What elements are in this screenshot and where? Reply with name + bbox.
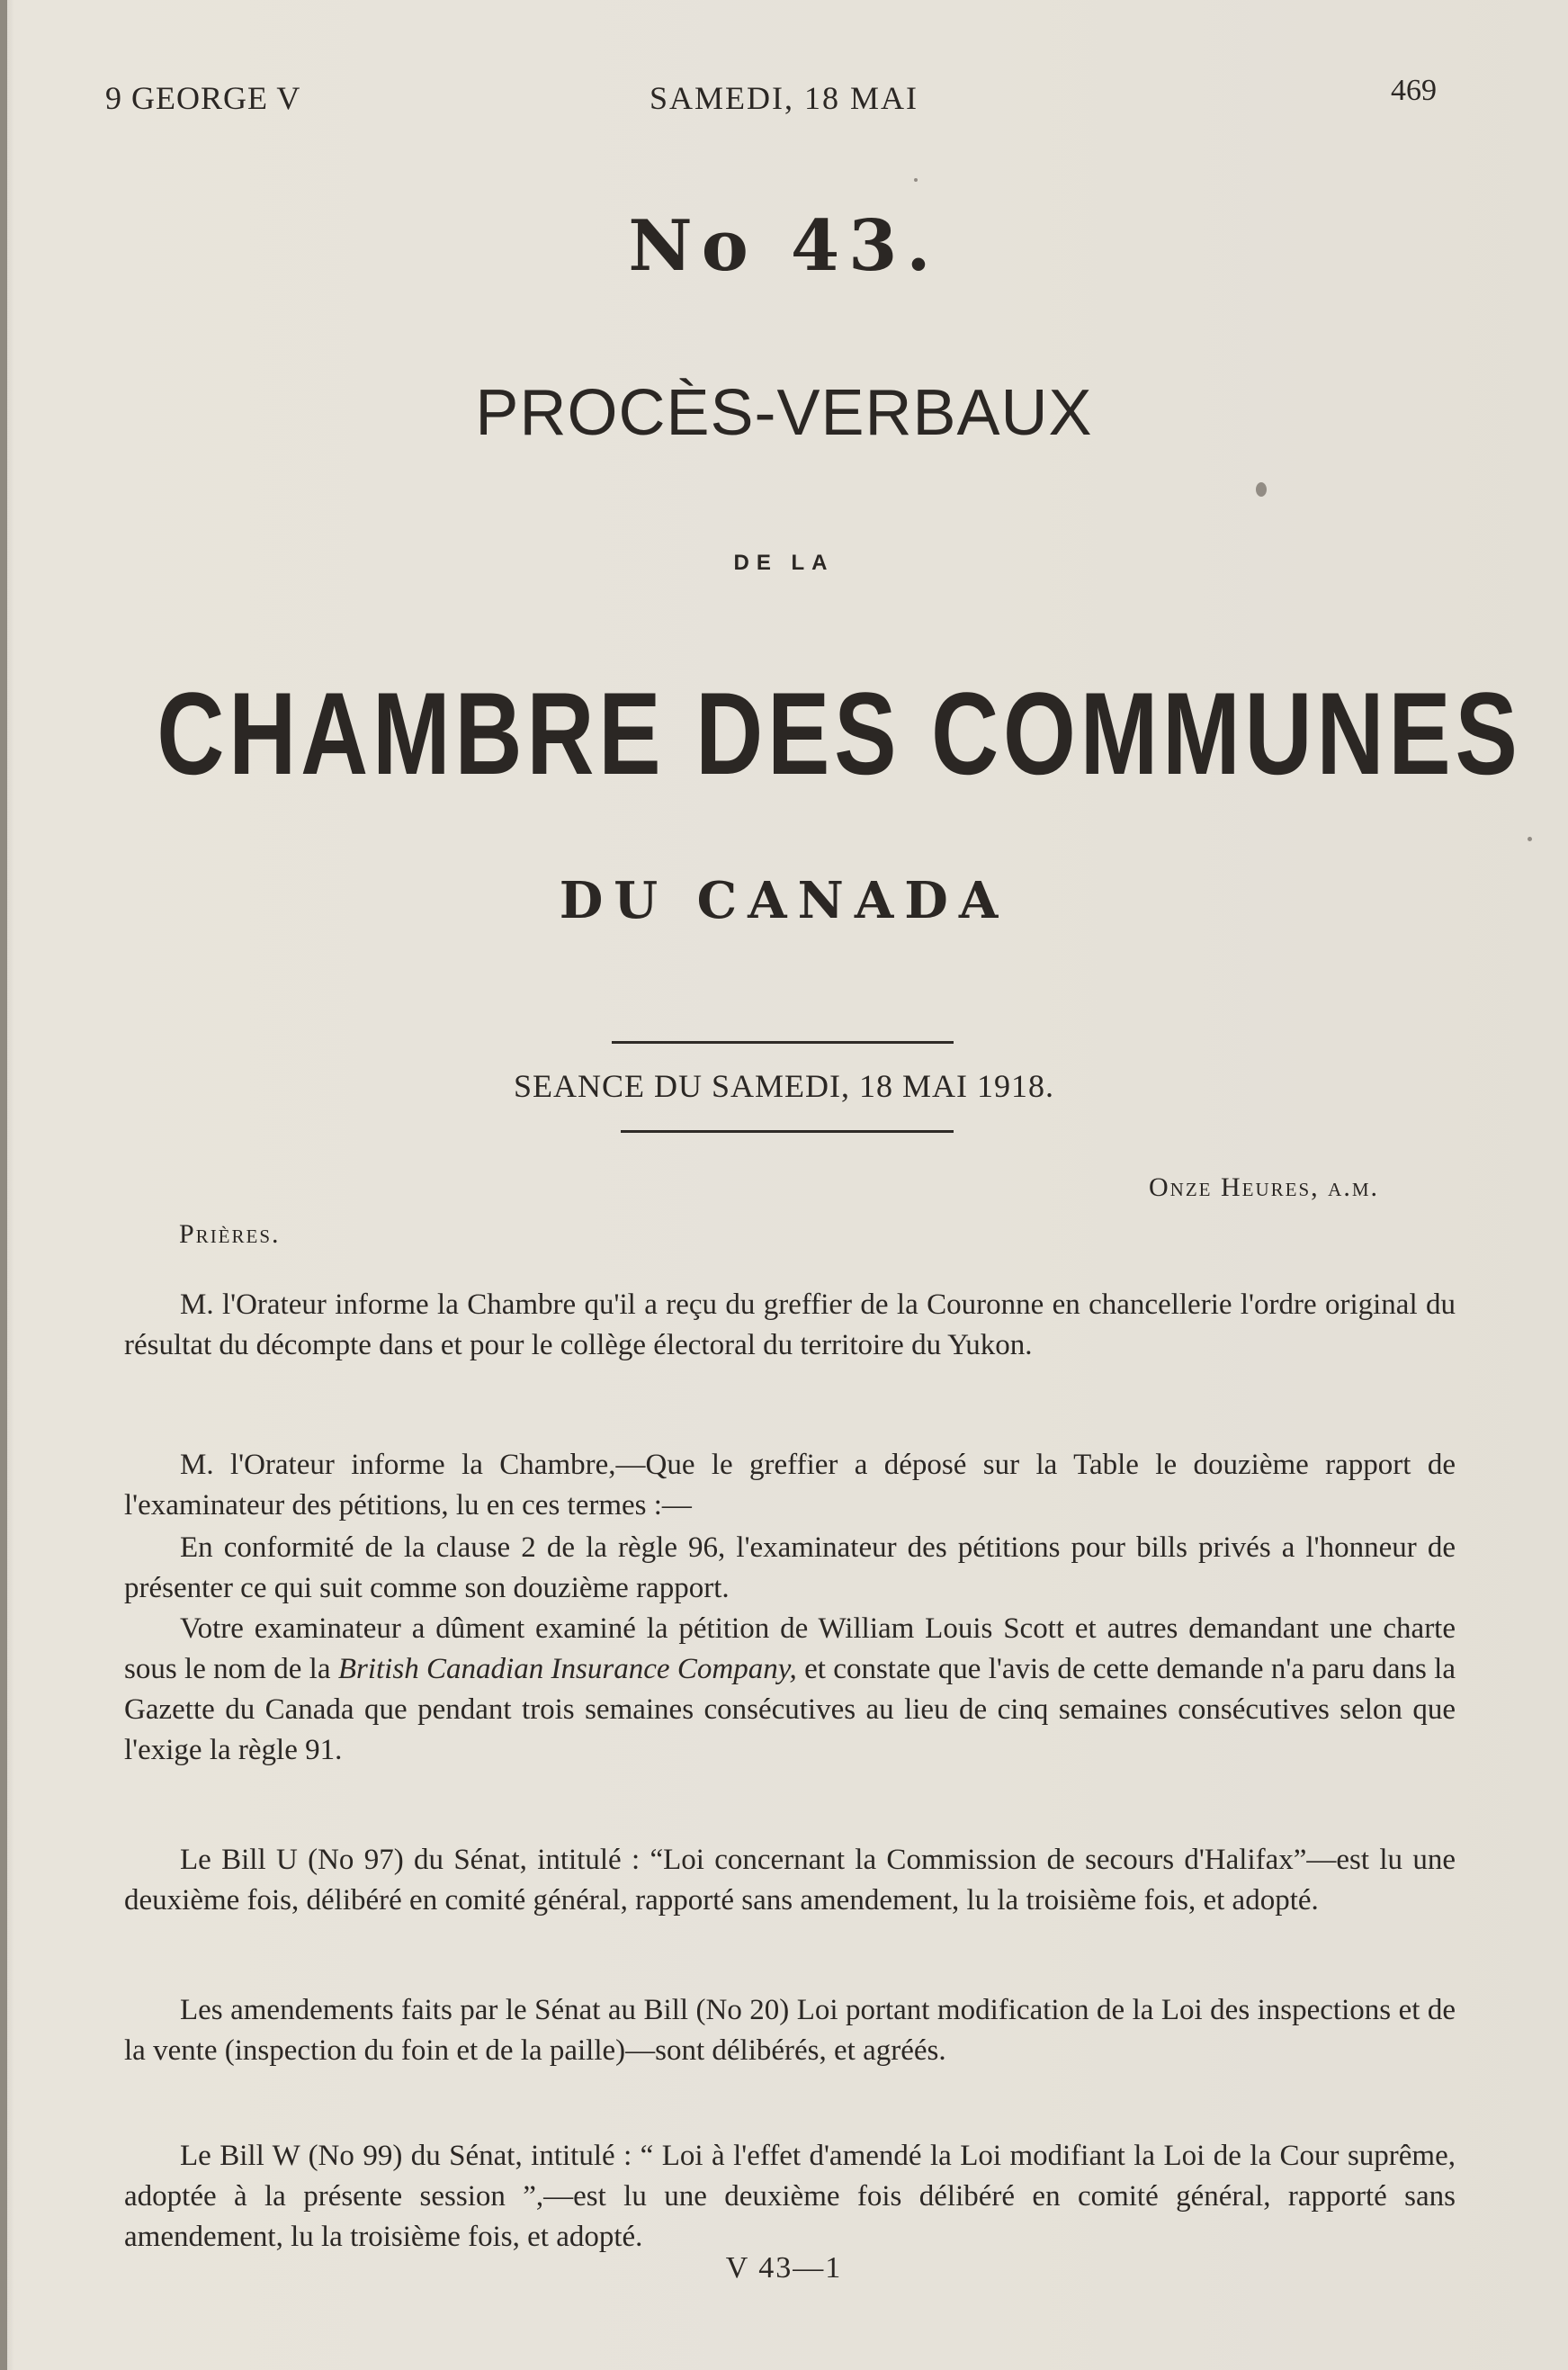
ink-speck [914,178,918,182]
regnal-year: 9 GEORGE V [105,80,301,116]
binding-edge [0,0,7,2370]
paragraph [124,1990,1456,2071]
title-connector: DE LA [733,551,835,575]
paragraph-text: En conformité de la clause 2 de la règle 96, l'examinateur des pétitions pour bills privés a l'honneur de présenter ce qui suit comme son douzième rapport. [124,1531,1456,1604]
ink-speck [1256,482,1267,497]
session-heading: SEANCE DU SAMEDI, 18 MAI 1918. [513,1068,1054,1104]
paragraph-text [124,1609,1456,1771]
page-number: 469 [1391,74,1437,107]
country-subtitle: DU CANADA [559,871,1009,930]
paragraph [124,1285,1456,1366]
paragraph-text: Les amendements faits par le Sénat au Bill (No 20) Loi portant modification de la Loi des inspections et de la vente (inspection du foin et de la paille)—sont délibérés, et agréés. [124,1994,1456,2067]
paragraph [124,1528,1456,1609]
main-title: PROCÈS-VERBAUX [475,377,1093,449]
paragraph [124,1840,1456,1921]
issue-number: No 43. [628,205,940,287]
paragraph-text: M. l'Orateur informe la Chambre,—Que le greffier a déposé sur la Table le douzième rapport de l'examinateur des pétitions, lu en ces termes :— [124,1449,1456,1522]
paragraph-text: M. l'Orateur informe la Chambre qu'il a reçu du greffier de la Couronne en chancellerie l'ordre original du résultat du décompte dans et pour le collège électoral du territoire du Yukon. [124,1288,1456,1361]
divider-bottom [621,1130,954,1133]
divider-top [612,1041,954,1044]
session-time: Onze Heures, a.m. [1149,1172,1379,1202]
company-name: British Canadian Insurance Company, [337,1653,797,1685]
prayers-heading: Prières. [179,1219,281,1249]
ink-speck [1528,837,1532,841]
header-date: SAMEDI, 18 MAI [649,80,918,116]
paragraph [124,1609,1456,1771]
text-run: Votre examinateur a dûment examiné la pétition de William Louis Scott et autres demandant une charte sous le nom de la [124,1612,1456,1685]
chamber-title: CHAMBRE DES COMMUNES [157,668,1522,799]
running-head [0,74,1568,124]
paragraph-text: Le Bill U (No 97) du Sénat, intitulé : “Loi concernant la Commission de secours d'Halifax”—est lu une deuxième fois, délibéré en comité général, rapporté sans amendement, lu la troisième fois, et adopté. [124,1844,1456,1917]
paragraph [124,1445,1456,1526]
paragraph-text: Le Bill W (No 99) du Sénat, intitulé : “ Loi à l'effet d'amendé la Loi modifiant la Loi de la Cour suprême, adoptée à la présente session ”,—est lu une deuxième fois délibéré en comité général, rapporté sans amendement, lu la troisième fois, et adopté. [124,2140,1456,2253]
text-run: et constate que l'avis de cette demande n'a paru dans la Gazette du Canada que pendant trois semaines consécutives au lieu de cinq semaines consécutives selon que l'exige la règle 91. [124,1653,1456,1766]
paragraph [124,2136,1456,2258]
signature-mark: V 43—1 [725,2251,843,2285]
